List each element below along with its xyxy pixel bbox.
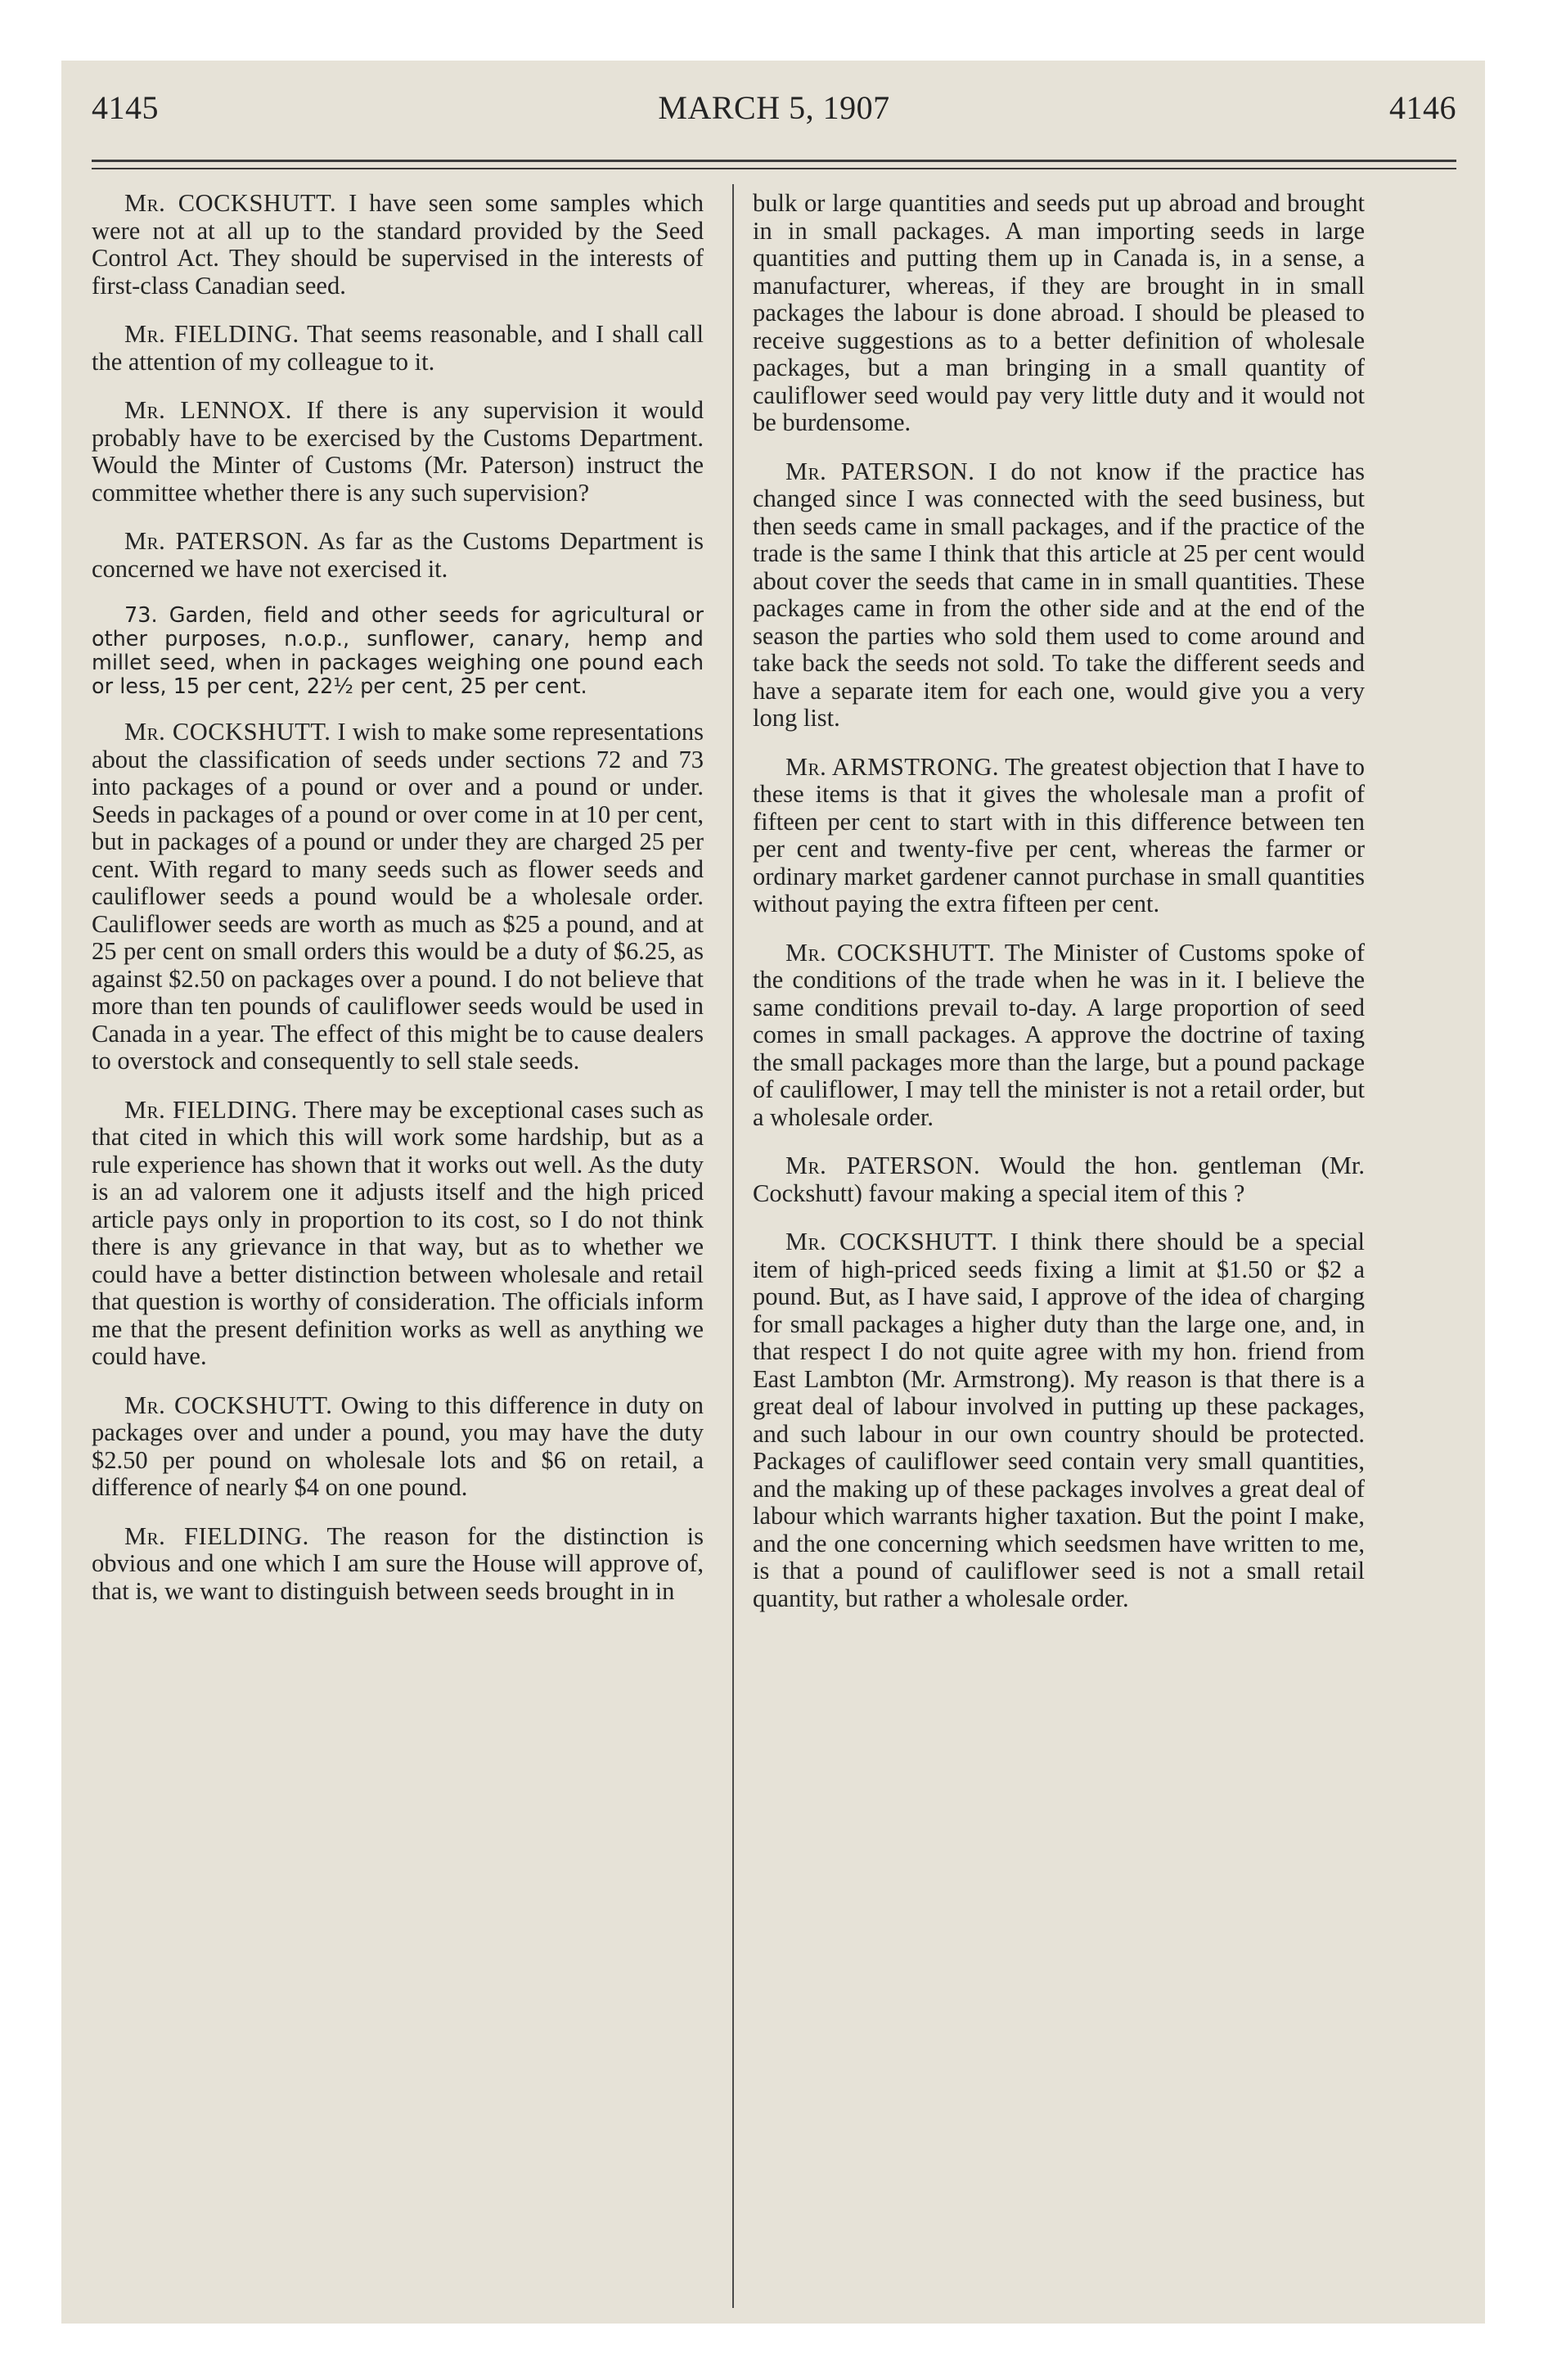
paragraph-text: The Minister of Customs spoke of the conditions of the trade when he was in it. I believe the same conditions prevail to-day. A large proportion of seed comes in small packages. A approve the doctrine of taxing the small packages more than the large, but a pound package of cauliflower, I may tell the minister is not a retail order, but a wholesale order. [753,938,1365,1131]
speaker-name: Mr. COCKSHUTT. [785,1228,998,1255]
paragraph-text: The greatest objection that I have to these items is that it gives the wholesale man a profit of fifteen per cent to start with in this difference between ten per cent and twenty-five per cent, whereas the farmer or ordinary market gardener cannot purchase in small quantities without paying the extra fifteen per cent. [753,752,1365,917]
speech-paragraph [753,940,1365,1132]
paragraph-text: There may be exceptional cases such as that cited in which this will work some hardship, but as a rule experience has shown that it works out well. As the duty is an ad valorem one it adjusts itself and the high priced article pays only in proportion to its cost, so I do not think there is any grievance in that way, but as to whether we could have a better distinction between wholesale and retail that question is worthy of consideration. The officials inform me that the present definition works as well as anything we could have. [92,1095,704,1370]
paragraph-text: I think there should be a special item of high-priced seeds fixing a limit at $1.50 or $2 a pound. But, as I have said, I approve of the idea of charging for small packages a higher duty than the large one, and, in that respect I do not quite agree with my hon. friend from East Lambton (Mr. Armstrong). My reason is that there is a great deal of labour involved in putting up these packages, and such labour in our own country should be protected. Packages of cauliflower seed contain very small quantities, and the making up of these packages involves a great deal of labour which warrants higher taxation. But the point I make, and the one concerning which seedsmen have written to me, is that a pound of cauliflower seed is not a small retail quantity, but rather a wholesale order. [753,1228,1365,1612]
speaker-name: Mr. COCKSHUTT. [124,189,337,217]
speech-paragraph [92,321,704,376]
paragraph-text: 73. Garden, field and other seeds for agricultural or other purposes, n.o.p., sunflower, canary, hemp and millet seed, when in packages weighing one pound each or less, 15 per cent, 22½ per cent, 25 per cent. [92,603,704,699]
speaker-name: Mr. PATERSON. [785,1152,981,1179]
paragraph-text: bulk or large quantities and seeds put up abroad and brought in in small packages. A man importing seeds in large quantities and putting them up in Canada is, in a sense, a manufacturer, whereas, if they are brought in in small packages the labour is done abroad. I should be pleased to receive suggestions as to a better definition of wholesale packages, but a man bringing in a small quantity of cauliflower seed would pay very little duty and it would not be burdensome. [753,189,1365,436]
speaker-name: Mr. FIELDING. [124,320,299,348]
page-number-left: 4145 [92,89,159,126]
paragraph-text: The reason for the distinction is obvious and one which I am sure the House will approve of, that is, we want to distinguish between seeds brought in in [92,1521,704,1605]
speech-paragraph [92,1097,704,1371]
paragraph-text: I do not know if the practice has changed since I was connected with the seed business, but then seeds came in small packages, and if the practice of the trade is the same I think that this article at 25 per cent would about cover the seeds that came in in small quantities. These packages came in from the other side and at the end of the season the parties who sold them used to come around and take back the seeds not sold. To take the different seeds and have a separate item for each one, would give you a very long list. [753,457,1366,732]
paragraph-text: I wish to make some representations about the classification of seeds under sections 72 and 73 into packages of a pound or over and a pound or under. Seeds in packages of a pound or over come in at 10 per cent, but in packages of a pound or under they are charged 25 per cent. With regard to many seeds such as flower seeds and cauliflower seeds a pound would be a wholesale order. Cauliflower seeds are worth as much as $25 a pound, and at 25 per cent on small orders this would be a duty of $6.25, as against $2.50 on packages over a pound. I do not believe that more than ten pounds of cauliflower seeds would be used in Canada in a year. The effect of this might be to cause dealers to overstock and consequently to sell stale seeds. [92,718,704,1075]
right-column [753,190,1365,1634]
tariff-item [92,604,704,699]
speaker-name: Mr. FIELDING. [124,1521,309,1550]
speech-paragraph [92,1392,704,1502]
speech-paragraph [92,397,704,507]
header-rule-thin [92,168,1456,169]
speaker-name: Mr. ARMSTRONG. [785,752,999,781]
speech-paragraph [92,190,704,300]
speech-paragraph [753,1228,1365,1612]
column-divider [732,184,734,2308]
header-rule [92,160,1456,162]
speech-paragraph [753,190,1365,437]
speaker-name: Mr. COCKSHUTT. [124,1391,333,1419]
speech-paragraph [753,754,1365,918]
paragraph-text: That seems reasonable, and I shall call the attention of my colleague to it. [92,320,704,376]
paragraph-text: As far as the Customs Department is concerned we have not exercised it. [92,527,704,583]
page-number-right: 4146 [1389,89,1456,126]
speech-paragraph [92,719,704,1075]
paragraph-text: Would the hon. gentleman (Mr. Cockshutt) favour making a special item of this ? [753,1152,1365,1207]
speaker-name: Mr. FIELDING. [124,1095,298,1124]
speaker-name: Mr. COCKSHUTT. [124,718,331,746]
left-column [92,190,704,1626]
speaker-name: Mr. LENNOX. [124,396,292,424]
paragraph-text: If there is any supervision it would probably have to be exercised by the Customs Department. Would the Minter of Customs (Mr. Paterson) instruct the committee whether there is any such supervision? [92,396,704,507]
paragraph-text: I have seen some samples which were not at all up to the standard provided by the Seed Control Act. They should be supervised in the interests of first-class Canadian seed. [92,189,704,300]
speaker-name: Mr. COCKSHUTT. [785,938,996,967]
speech-paragraph [753,1152,1365,1207]
page-header [92,88,1456,154]
speech-paragraph [753,458,1365,732]
speaker-name: Mr. PATERSON. [124,527,310,555]
page-date: MARCH 5, 1907 [658,89,890,126]
speaker-name: Mr. PATERSON. [785,457,975,485]
speech-paragraph [92,1523,704,1606]
speech-paragraph [92,528,704,583]
paragraph-text: Owing to this difference in duty on packages over and under a pound, you may have the duty $2.50 per pound on wholesale lots and $6 on retail, a difference of nearly $4 on one pound. [92,1391,704,1501]
